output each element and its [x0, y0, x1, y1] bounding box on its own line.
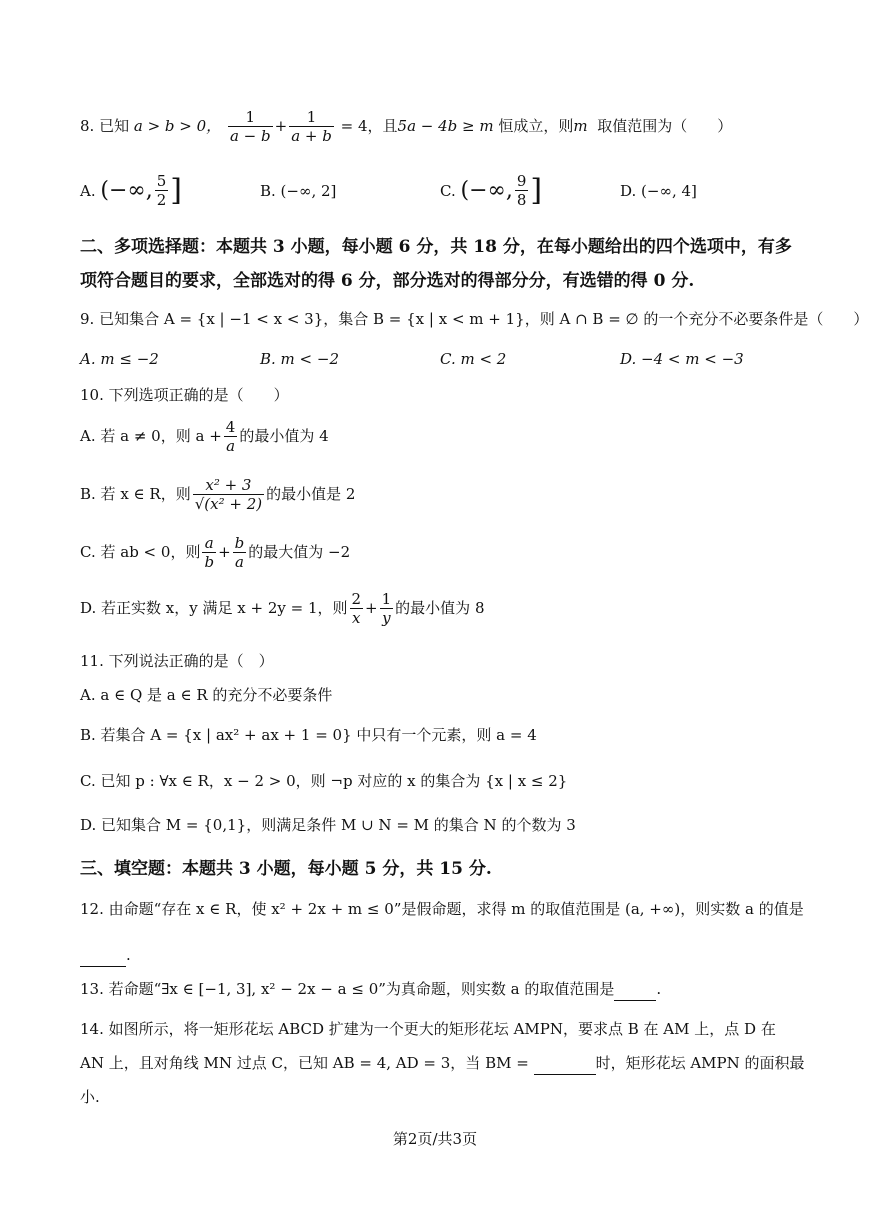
q8-opt-c-den: 8	[516, 191, 527, 209]
q8-frac1-numerator: 1	[228, 108, 273, 127]
q10-option-c	[80, 530, 810, 574]
q8-tail: 取值范围为（ ）	[597, 117, 733, 135]
question-12-line-1: 12. 由命题“存在 x ∈ R，使 x² + 2x + m ≤ 0”是假命题，求得 m 的取值范围是 (a, +∞)，则实数 a 的值是	[80, 900, 804, 918]
q10-b-num: x² + 3	[193, 476, 264, 495]
q8-fraction-2	[289, 108, 334, 145]
q8-condition: a > b > 0，	[133, 117, 222, 135]
q8-opt-c-close: ]	[530, 173, 543, 208]
q8-equation: = 4，且	[340, 117, 398, 135]
q9-option-a: A. m ≤ −2	[80, 350, 159, 368]
q10-b-prefix: B. 若 x ∈ R，则	[80, 485, 191, 503]
q8-rest: 恒成立，则	[498, 117, 574, 135]
q8-frac2-denominator: a + b	[291, 126, 332, 145]
q8-opt-c-open: (−∞,	[460, 178, 513, 203]
q8-option-a	[80, 172, 182, 209]
q10-d-suffix: 的最小值为 8	[395, 599, 485, 617]
q10-b-den: √(x² + 2)	[194, 494, 263, 513]
question-12-line-2	[80, 944, 810, 967]
q8-prefix: 8. 已知	[80, 117, 130, 135]
q8-opt-c-label: C.	[440, 181, 456, 200]
q8-opt-a-open: (−∞,	[100, 178, 153, 203]
q14-line2-prefix: AN 上，且对角线 MN 过点 C，已知 AB = 4, AD = 3，当 BM =	[80, 1054, 529, 1072]
q10-a-fraction	[224, 418, 238, 455]
section-2-heading-line-2: 项符合题目的要求，全部选对的得 6 分，部分选对的得部分分，有选错的得 0 分.	[80, 271, 695, 291]
section-2-heading-line-1: 二、多项选择题：本题共 3 小题，每小题 6 分，共 18 分，在每小题给出的四个选项中，有多	[80, 237, 792, 257]
question-14-line-1: 14. 如图所示，将一矩形花坛 ABCD 扩建为一个更大的矩形花坛 AMPN，要求点 B 在 AM 上，点 D 在	[80, 1020, 776, 1038]
q14-answer-blank[interactable]	[534, 1052, 596, 1075]
q10-a-den: a	[226, 436, 236, 455]
q9-option-d: D. −4 < m < −3	[620, 350, 744, 368]
q10-d-prefix: D. 若正实数 x，y 满足 x + 2y = 1，则	[80, 599, 348, 617]
q10-b-fraction	[193, 476, 264, 513]
q10-d-den2: y	[382, 608, 391, 627]
q8-opt-a-close: ]	[170, 173, 182, 208]
q8-option-d: D. (−∞, 4]	[620, 182, 697, 200]
question-14-line-2	[80, 1052, 810, 1075]
question-10-stem: 10. 下列选项正确的是（ ）	[80, 386, 289, 404]
q8-opt-a-den: 2	[156, 191, 167, 209]
q8-plus: +	[274, 117, 288, 135]
q10-c-den2: a	[234, 552, 244, 571]
q8-m: m	[573, 117, 588, 135]
question-9-stem: 9. 已知集合 A = {x | −1 < x < 3}，集合 B = {x | x < m + 1}，则 A ∩ B = ∅ 的一个充分不必要条件是（ ）	[80, 310, 869, 328]
question-14-line-3: 小.	[80, 1088, 100, 1106]
q10-c-fraction-2	[233, 534, 247, 571]
page-number-footer: 第2页/共3页	[392, 1130, 478, 1148]
q10-d-num2: 1	[381, 589, 392, 608]
q8-option-b: B. (−∞, 2]	[260, 182, 337, 200]
q13-answer-blank[interactable]	[614, 978, 656, 1001]
section-3-heading: 三、填空题：本题共 3 小题，每小题 5 分，共 15 分.	[80, 859, 492, 879]
q13-end: .	[656, 980, 662, 998]
q10-c-prefix: C. 若 ab < 0，则	[80, 543, 201, 561]
q8-opt-a-num: 5	[156, 172, 167, 190]
q10-d-den1: x	[352, 608, 361, 627]
q8-opt-a-label: A.	[80, 181, 96, 200]
q8-fraction-1	[228, 108, 273, 145]
q10-c-suffix: 的最大值为 −2	[248, 543, 351, 561]
q12-answer-blank[interactable]	[80, 944, 126, 967]
question-8-stem	[80, 104, 810, 148]
q10-d-plus: +	[365, 599, 378, 617]
q8-inequality: 5a − 4b ≥ m	[397, 117, 494, 135]
q11-option-b: B. 若集合 A = {x | ax² + ax + 1 = 0} 中只有一个元素，则 a = 4	[80, 726, 537, 744]
q8-opt-a-fraction	[155, 172, 169, 209]
q11-option-c: C. 已知 p : ∀x ∈ R，x − 2 > 0，则 ¬p 对应的 x 的集合为 {x | x ≤ 2}	[80, 772, 568, 790]
question-11-stem: 11. 下列说法正确的是（ ）	[80, 652, 274, 670]
q11-option-a: A. a ∈ Q 是 a ∈ R 的充分不必要条件	[80, 686, 333, 704]
q8-option-c	[440, 172, 542, 209]
q10-a-prefix: A. 若 a ≠ 0，则 a +	[80, 427, 222, 445]
question-13	[80, 978, 810, 1001]
q10-c-plus: +	[218, 543, 231, 561]
q12-line-end: .	[126, 946, 131, 964]
q10-c-fraction-1	[202, 534, 216, 571]
q10-c-num2: b	[234, 533, 245, 552]
q14-line2-suffix: 时，矩形花坛 AMPN 的面积最	[595, 1054, 805, 1072]
q13-text: 13. 若命题“∃x ∈ [−1, 3], x² − 2x − a ≤ 0”为真命题，则实数 a 的取值范围是	[80, 980, 615, 998]
q8-frac2-numerator: 1	[289, 108, 334, 127]
q9-option-c: C. m < 2	[440, 350, 507, 368]
q11-option-d: D. 已知集合 M = {0,1}，则满足条件 M ∪ N = M 的集合 N 的个数为 3	[80, 816, 576, 834]
q10-c-num1: a	[202, 534, 216, 553]
q10-option-a	[80, 414, 810, 458]
q10-d-num1: 2	[351, 589, 362, 608]
q10-option-b	[80, 470, 810, 518]
q10-a-num: 4	[225, 417, 236, 436]
q10-c-den1: b	[204, 552, 215, 571]
q10-d-fraction-1	[350, 590, 364, 627]
q10-d-fraction-2	[380, 590, 394, 627]
q9-option-b: B. m < −2	[260, 350, 339, 368]
q10-option-d	[80, 586, 810, 630]
q8-frac1-denominator: a − b	[229, 126, 271, 145]
q10-b-suffix: 的最小值是 2	[266, 485, 356, 503]
q10-a-suffix: 的最小值为 4	[239, 427, 329, 445]
q8-opt-c-num: 9	[516, 172, 527, 190]
q8-opt-c-fraction	[515, 172, 529, 209]
